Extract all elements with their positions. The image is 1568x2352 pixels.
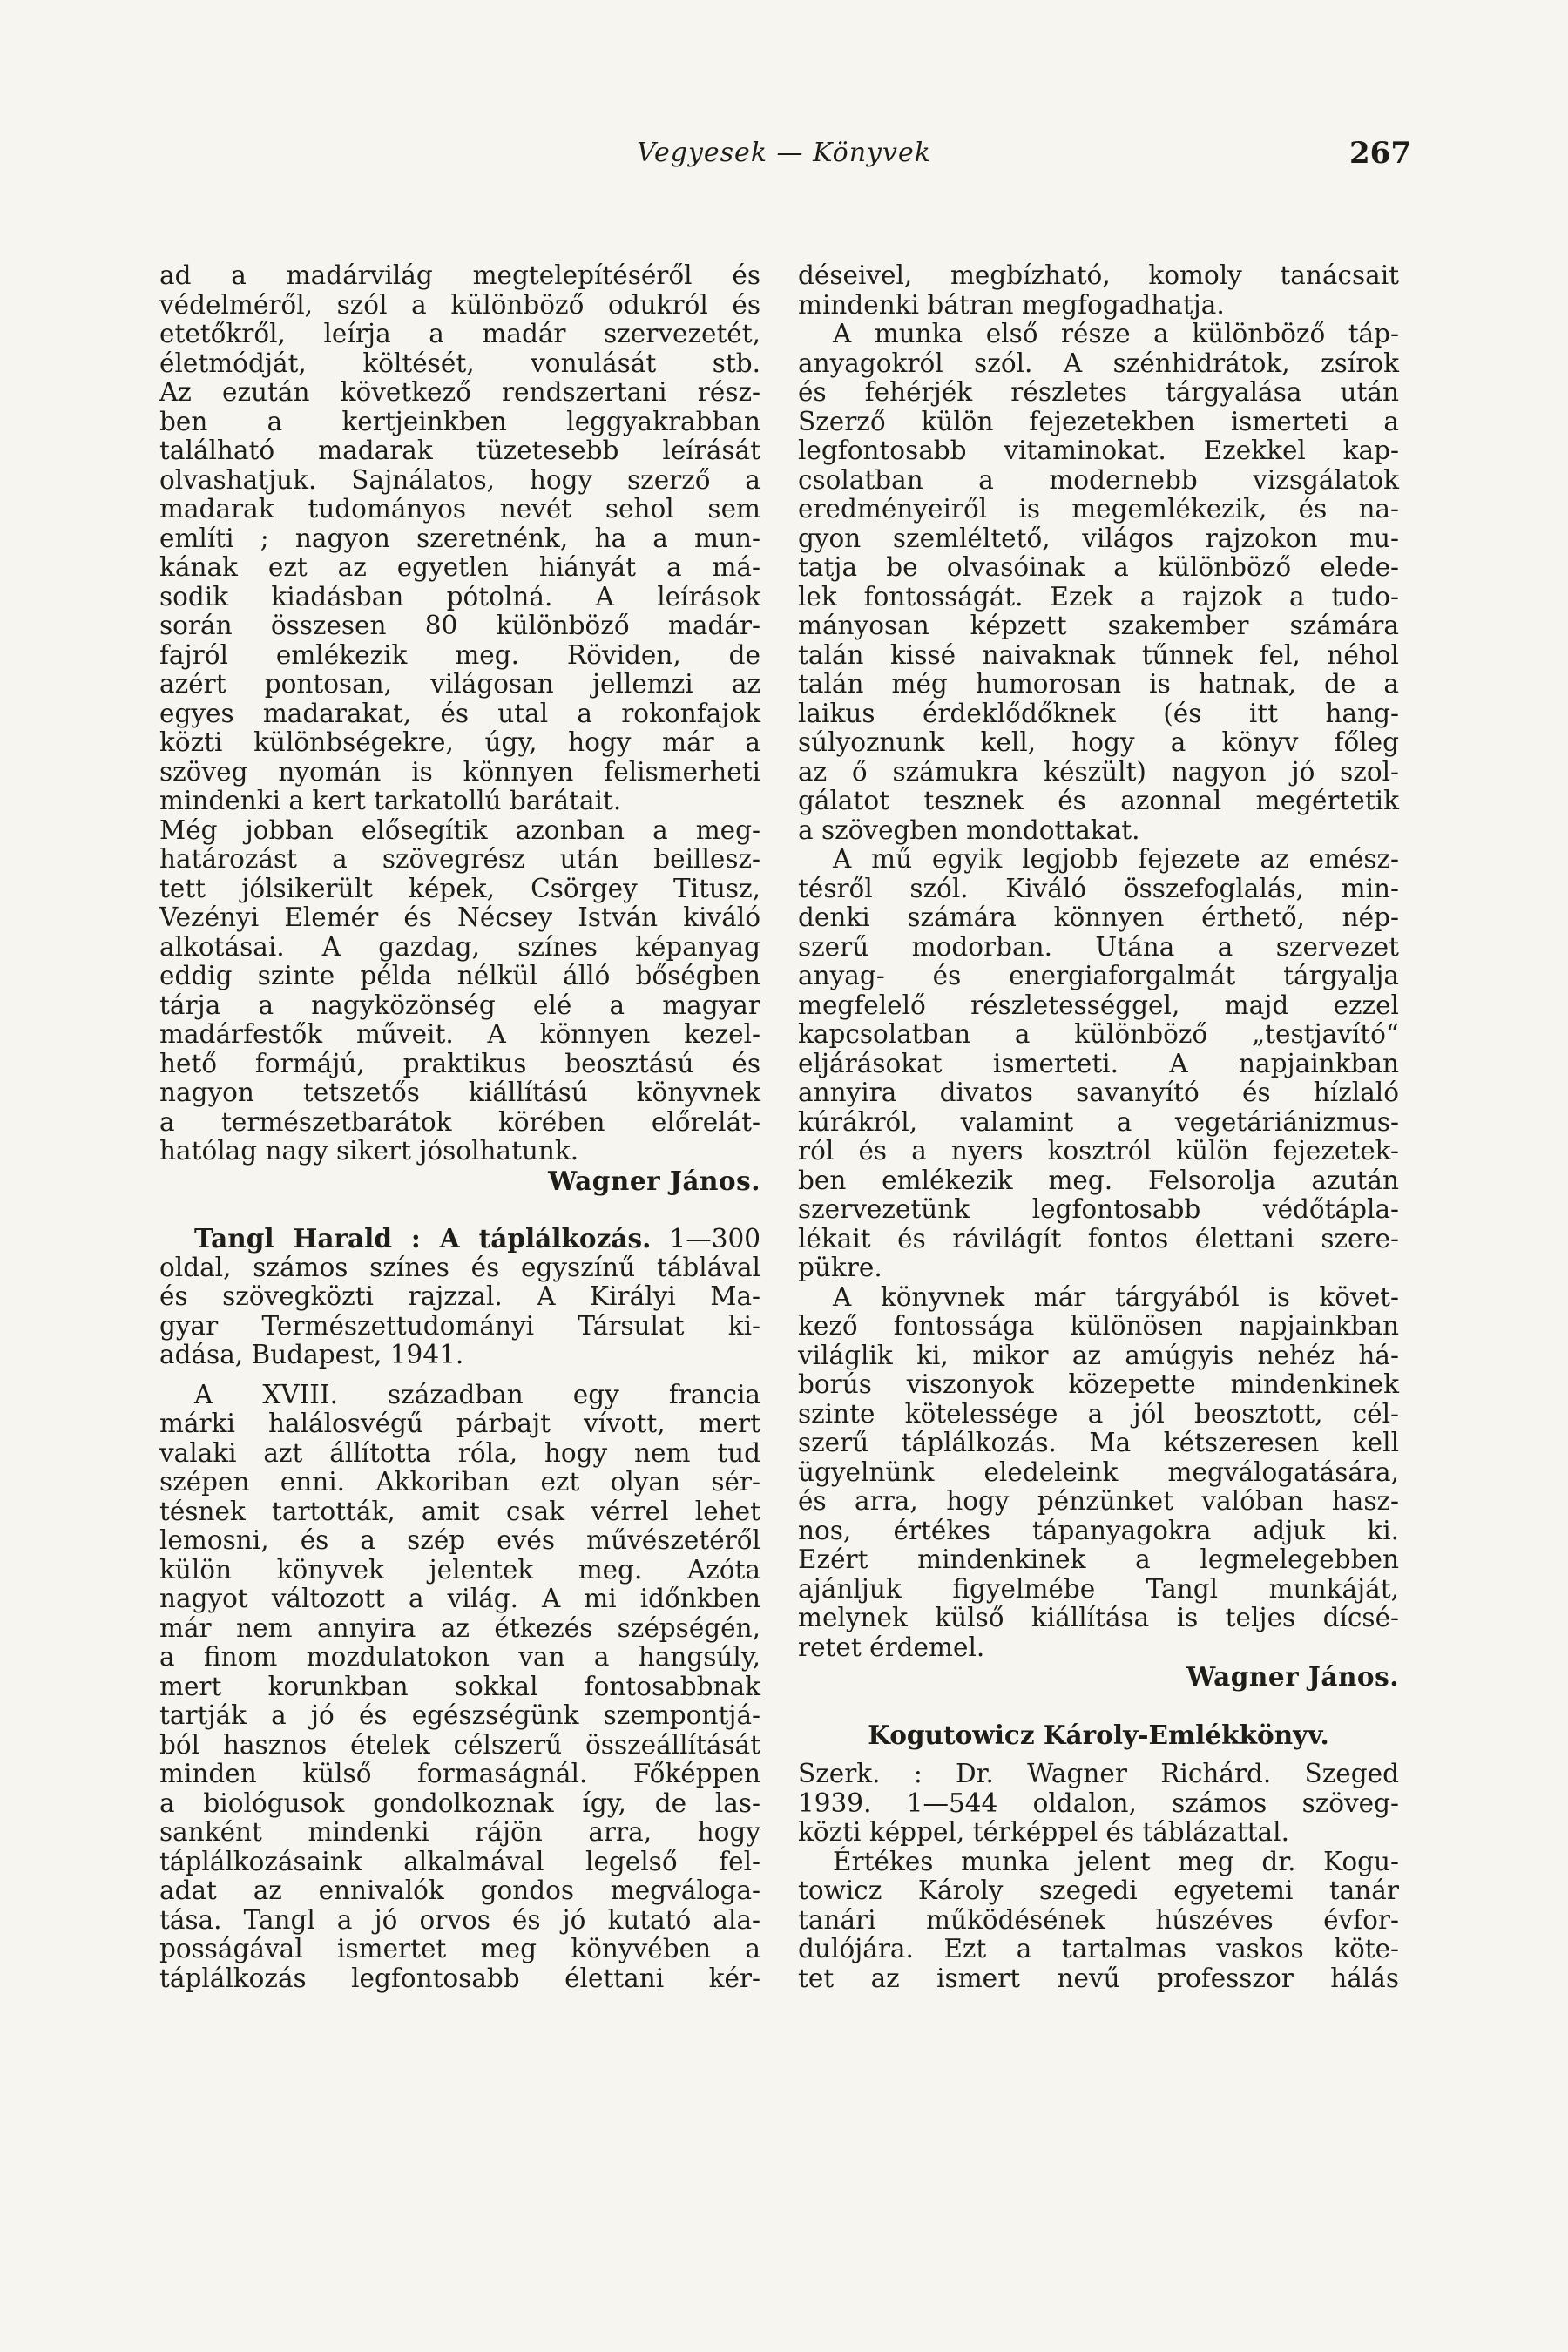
text-line: oldal, számos színes és egyszínű táblával	[159, 1252, 760, 1282]
text-line: A mű egyik legjobb fejezete az emész-	[833, 844, 1399, 874]
text-line: ról és a nyers kosztról külön fejezetek-	[798, 1136, 1399, 1166]
text-line: a biológusok gondolkoznak így, de las-	[159, 1788, 760, 1818]
text-line: csolatban a modernebb vizsgálatok	[798, 464, 1399, 495]
text-line: az ő számukra készült) nagyon jó szol-	[798, 756, 1399, 787]
text-line: Vezényi Elemér és Nécsey István kiváló	[159, 902, 760, 932]
text-line: valaki azt állította róla, hogy nem tud	[159, 1437, 760, 1468]
text-line: szerű táplálkozás. Ma kétszeresen kell	[798, 1428, 1399, 1457]
text-line: egyes madarakat, és utal a rokonfajok	[159, 698, 760, 728]
text-line: Az ezután következő rendszertani rész-	[159, 377, 760, 407]
text-line: már nem annyira az étkezés szépségén,	[159, 1612, 760, 1643]
text-line: hatólag nagy sikert jósolhatunk.	[159, 1136, 579, 1166]
text-line: A XVIII. században egy francia	[194, 1379, 760, 1409]
text-line: mindenki a kert tarkatollú barátait.	[159, 786, 622, 815]
left-column	[159, 261, 760, 1993]
text-line: és arra, hogy pénzünket valóban hasz-	[798, 1486, 1399, 1516]
text-line: ad a madárvilág megtelepítéséről és	[159, 260, 760, 290]
text-line: ügyelnünk eledeleink megválogatására,	[798, 1456, 1399, 1487]
text-line: eredményeiről is megemlékezik, és na-	[798, 494, 1399, 524]
text-line: towicz Károly szegedi egyetemi tanár	[798, 1876, 1399, 1905]
text-line: lek fontosságát. Ezek a rajzok a tudo-	[798, 581, 1399, 612]
text-line: tartják a jó és egészségünk szempontjá-	[159, 1700, 760, 1730]
text-line: Szerző külön fejezetekben ismerteti a	[798, 406, 1399, 436]
review-2-title: Tangl Harald : A táplálkozás.	[194, 1223, 652, 1254]
text-line: szerű modorban. Utána a szervezet	[798, 931, 1399, 962]
review-2-pages: 1—300	[651, 1224, 760, 1254]
text-line: déseivel, megbízható, komoly tanácsait	[798, 260, 1399, 290]
text-line: denki számára könnyen érthető, nép-	[798, 902, 1399, 932]
text-line: külön könyvek jelentek meg. Azóta	[159, 1554, 760, 1585]
text-line: anyag- és energiaforgalmát tárgyalja	[798, 961, 1399, 990]
text-line: gyar Természettudományi Társulat ki-	[159, 1310, 760, 1341]
review-1-body	[159, 261, 760, 1195]
review-2-title-line	[159, 1224, 760, 1254]
text-line: alkotásai. A gazdag, színes képanyag	[159, 931, 760, 962]
text-line: sodik kiadásban pótolná. A leírások	[159, 581, 760, 612]
text-line: tatja be olvasóinak a különböző elede-	[798, 552, 1399, 582]
text-line: védelméről, szól a különböző odukról és	[159, 289, 760, 320]
text-line: tésről szól. Kiváló összefoglalás, min-	[798, 873, 1399, 903]
text-line: szöveg nyomán is könnyen felismerheti	[159, 756, 760, 787]
text-line: és fehérjék részletes tárgyalása után	[798, 377, 1399, 407]
text-line: A munka első része a különböző táp-	[833, 319, 1399, 348]
text-line: világlik ki, mikor az amúgyis nehéz há-	[798, 1340, 1399, 1370]
running-head	[157, 131, 1411, 174]
text-line: gálatot tesznek és azonnal megértetik	[798, 786, 1399, 815]
text-line: Szerk. : Dr. Wagner Richárd. Szeged	[798, 1759, 1399, 1788]
text-line: és szövegközti rajzzal. A Királyi Ma-	[159, 1281, 760, 1311]
text-line: táplálkozásaink alkalmával legelső fel-	[159, 1846, 760, 1876]
text-line: gyon szemléltető, világos rajzokon mu-	[798, 523, 1399, 553]
text-line: mányosan képzett szakember számára	[798, 611, 1399, 640]
text-line: mert korunkban sokkal fontosabbnak	[159, 1671, 760, 1701]
text-line: tett jólsikerült képek, Csörgey Titusz,	[159, 873, 760, 903]
text-line: súlyoznunk kell, hogy a könyv főleg	[798, 727, 1399, 757]
text-line: szervezetünk legfontosabb védőtápla-	[798, 1194, 1399, 1224]
text-line: életmódját, költését, vonulását stb.	[159, 348, 760, 378]
text-line: 1939. 1—544 oldalon, számos szöveg-	[798, 1788, 1399, 1818]
text-line: ajánljuk figyelmébe Tangl munkáját,	[798, 1573, 1399, 1604]
text-line: legfontosabb vitaminokat. Ezekkel kap-	[798, 436, 1399, 465]
text-line: madárfestők műveit. A könnyen kezel-	[159, 1019, 760, 1049]
text-line: eddig szinte példa nélkül álló bőségben	[159, 961, 760, 990]
right-column	[798, 261, 1399, 1993]
text-line: található madarak tüzetesebb leírását	[159, 436, 760, 465]
text-line: posságával ismertet meg könyvében a	[159, 1934, 760, 1963]
text-line: megfelelő részletességgel, majd ezzel	[798, 990, 1399, 1020]
text-line: szépen enni. Akkoriban ezt olyan sér-	[159, 1467, 760, 1497]
text-line: ben emlékezik meg. Felsorolja azután	[798, 1165, 1399, 1195]
text-line: minden külső formaságnál. Főképpen	[159, 1759, 760, 1788]
text-line: említi ; nagyon szeretnénk, ha a mun-	[159, 523, 760, 553]
text-line: tésnek tartották, amit csak vérrel lehet	[159, 1496, 760, 1526]
text-line: márki halálosvégű párbajt vívott, mert	[159, 1409, 760, 1438]
text-line: tanári működésének húszéves évfor-	[798, 1904, 1399, 1935]
text-line: mindenki bátran megfogadhatja.	[798, 289, 1225, 320]
text-line: adása, Budapest, 1941.	[159, 1340, 464, 1369]
text-line: retet érdemel.	[798, 1632, 985, 1662]
text-line: talán kissé naivaknak tűnnek fel, néhol	[798, 639, 1399, 670]
text-line: hető formájú, praktikus beosztású és	[159, 1048, 760, 1078]
text-line: sanként mindenki rájön arra, hogy	[159, 1817, 760, 1847]
text-line: melynek külső kiállítása is teljes dícsé-	[798, 1603, 1399, 1632]
review-2-body	[159, 1381, 760, 1994]
text-line: kúrákról, valamint a vegetáriánizmus-	[798, 1106, 1399, 1137]
text-line: annyira divatos savanyító és hízlaló	[798, 1078, 1399, 1107]
text-line: tása. Tangl a jó orvos és jó kutató ala-	[159, 1904, 760, 1935]
text-line: Ezért mindenkinek a legmelegebben	[798, 1544, 1399, 1574]
text-line: azért pontosan, világosan jellemzi az	[159, 669, 760, 699]
review-2-heading	[159, 1224, 760, 1370]
review-2-signature: Wagner János.	[1186, 1661, 1399, 1692]
text-line: fajról emlékezik meg. Röviden, de	[159, 639, 760, 670]
text-line: közti különbségekre, úgy, hogy már a	[159, 727, 760, 757]
text-line: során összesen 80 különböző madár-	[159, 611, 760, 640]
text-line: nagyot változott a világ. A mi időnkben	[159, 1584, 760, 1613]
text-line: talán még humorosan is hatnak, de a	[798, 669, 1399, 699]
text-line: borús viszonyok közepette mindenkinek	[798, 1369, 1399, 1399]
text-line: A könyvnek már tárgyából is követ-	[833, 1281, 1399, 1312]
text-line: ben a kertjeinkben leggyakrabban	[159, 406, 760, 436]
review-2-continuation	[798, 261, 1399, 1692]
text-line: a természetbarátok körében előrelát-	[159, 1106, 760, 1137]
text-line: határozást a szövegrész után beillesz-	[159, 844, 760, 874]
review-3-title: Kogutowicz Károly-Emlékkönyv.	[868, 1719, 1329, 1750]
text-line: Értékes munka jelent meg dr. Kogu-	[833, 1846, 1399, 1876]
text-line: a finom mozdulatokon van a hangsúly,	[159, 1642, 760, 1672]
text-line: kapcsolatban a különböző „testjavító“	[798, 1019, 1399, 1049]
text-line: kező fontossága különösen napjainkban	[798, 1311, 1399, 1341]
text-line: dulójára. Ezt a tartalmas vaskos köte-	[798, 1934, 1399, 1963]
text-line: a szövegben mondottakat.	[798, 814, 1140, 845]
review-1-signature: Wagner János.	[548, 1165, 760, 1196]
text-line: olvashatjuk. Sajnálatos, hogy szerző a	[159, 464, 760, 495]
running-title: Vegyesek — Könyvek	[637, 138, 931, 168]
text-line: táplálkozás legfontosabb élettani kér-	[159, 1963, 760, 1993]
page-number: 267	[1349, 136, 1411, 171]
text-line: pükre.	[798, 1253, 882, 1282]
text-line: kának ezt az egyetlen hiányát a má-	[159, 552, 760, 582]
text-line: lékait és rávilágít fontos élettani szere-	[798, 1223, 1399, 1254]
text-line: szinte kötelessége a jól beosztott, cél-	[798, 1398, 1399, 1429]
review-3-body	[798, 1848, 1399, 1994]
text-line: anyagokról szól. A szénhidrátok, zsírok	[798, 348, 1399, 378]
text-line: adat az ennivalók gondos megváloga-	[159, 1876, 760, 1905]
text-line: nos, értékes tápanyagokra adjuk ki.	[798, 1515, 1399, 1545]
text-line: nagyon tetszetős kiállítású könyvnek	[159, 1078, 760, 1107]
text-line: lemosni, és a szép evés művészetéről	[159, 1525, 760, 1555]
text-line: laikus érdeklődőknek (és itt hang-	[798, 698, 1399, 728]
text-line: közti képpel, térképpel és táblázattal.	[798, 1817, 1289, 1847]
text-line: ból hasznos ételek célszerű összeállítását	[159, 1729, 760, 1760]
text-line: tet az ismert nevű professzor hálás	[798, 1963, 1399, 1993]
text-line: eljárásokat ismerteti. A napjainkban	[798, 1048, 1399, 1078]
text-line: etetőkről, leírja a madár szervezetét,	[159, 319, 760, 348]
text-line: madarak tudományos nevét sehol sem	[159, 494, 760, 524]
text-line: Még jobban elősegítik azonban a meg-	[159, 814, 760, 845]
text-line: tárja a nagyközönség elé a magyar	[159, 990, 760, 1020]
review-3-bibliography	[798, 1760, 1399, 1848]
